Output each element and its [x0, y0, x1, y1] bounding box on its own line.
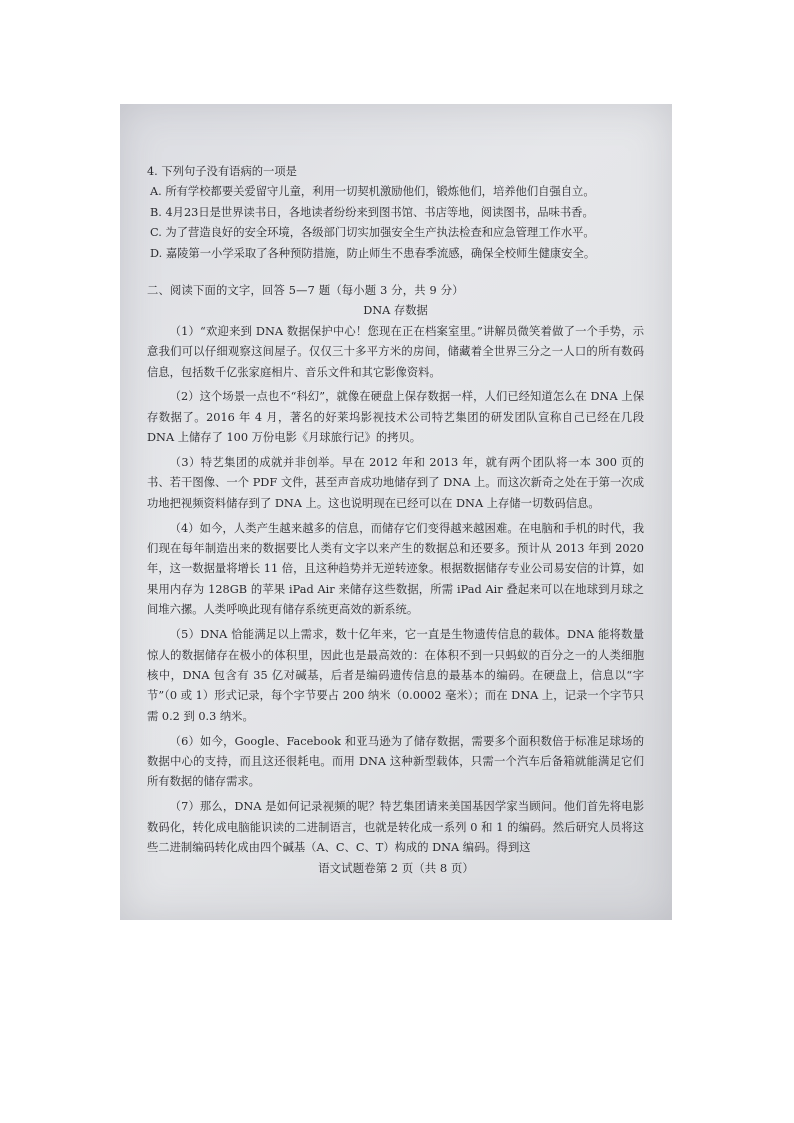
paragraph-2: （2）这个场景一点也不“科幻”，就像在硬盘上保存数据一样，人们已经知道怎么在 DNA 上保存数据了。2016 年 4 月，著名的好莱坞影视技术公司特艺集团的研发团队宣称自己已经在几段 DNA 上储存了 100 万份电影《月球旅行记》的拷贝。 — [147, 390, 644, 445]
question-4-option-d: D. 嘉陵第一小学采取了各种预防措施，防止师生不患春季流感，确保全校师生健康安全。 — [150, 246, 596, 260]
question-4-option-b: B. 4月23日是世界读书日，各地读者纷纷来到图书馆、书店等地，阅读图书，品味书香。 — [150, 205, 594, 219]
page-footer: 语文试题卷第 2 页（共 8 页） — [318, 861, 474, 875]
paragraph-3: （3）特艺集团的成就并非创举。早在 2012 年和 2013 年，就有两个团队将一本 300 页的书、若干图像、一个 PDF 文件，甚至声音成功地储存到了 DNA 上。而这次新奇之处在于第一次成功地把视频资料储存到了 DNA 上。这也说明现在已经可以在 DNA 上存储一切数码信息。 — [147, 456, 644, 510]
question-4-option-c: C. 为了营造良好的安全环境，各级部门切实加强安全生产执法检查和应急管理工作水平。 — [150, 226, 595, 240]
question-4-title: 4. 下列句子没有语病的一项是 — [147, 165, 297, 178]
question-4-option-a: A. 所有学校都要关爱留守儿童，利用一切契机激励他们，锻炼他们，培养他们自强自立。 — [150, 185, 595, 199]
paragraph-1: （1）“欢迎来到 DNA 数据保护中心！您现在正在档案室里。”讲解员微笑着做了一个手势，示意我们可以仔细观察这间屋子。仅仅三十多平方米的房间，储藏着全世界三分之一人口的所有数码信息，包括数千亿张家庭相片、音乐文件和其它影像资料。 — [147, 324, 644, 379]
exam-page-photo — [120, 104, 672, 920]
paragraph-7: （7）那么，DNA 是如何记录视频的呢？特艺集团请来美国基因学家当顾问。他们首先将电影数码化，转化成电脑能识读的二进制语言，也就是转化成一系列 0 和 1 的编码。然后研究人员将这些二进制编码转化成由四个碱基（A、C、C、T）构成的 DNA 编码。得到这 — [147, 800, 644, 854]
article-title: DNA 存数据 — [363, 304, 428, 318]
paragraph-5: （5）DNA 恰能满足以上需求，数十亿年来，它一直是生物遗传信息的载体。DNA 能将数量惊人的数据储存在极小的体积里，因此也是最高效的：在体积不到一只蚂蚁的百分之一的人类细胞核中，DNA 包含有 35 亿对碱基，后者是编码遗传信息的最基本的编码。在硬盘上，信息以“字节”（0 或 1）形式记录，每个字节要占 200 纳米（0.0002 毫米）；而在 DNA 上，记录一个字节只需 0.2 到 0.3 纳米。 — [147, 628, 644, 723]
section-2-title: 二、阅读下面的文字，回答 5—7 题（每小题 3 分，共 9 分） — [147, 284, 464, 298]
paragraph-6: （6）如今，Google、Facebook 和亚马逊为了储存数据，需要多个面积数倍于标准足球场的数据中心的支持，而且这还很耗电。而用 DNA 这种新型载体，只需一个汽车后备箱就能满足它们所有数据的储存需求。 — [147, 734, 644, 789]
paragraph-4: （4）如今，人类产生越来越多的信息，而储存它们变得越来越困难。在电脑和手机的时代，我们现在每年制造出来的数据要比人类有文字以来产生的数据总和还要多。预计从 2013 年到 2020 年，这一数据量将增长 11 倍，且这种趋势并无逆转迹象。根据数据储存专业公司易安信的计算，如果用内存为 128GB 的苹果 iPad Air 来储存这些数据，所需 iPad Air 叠起来可以在地球到月球之间堆六摞。人类呼唤此现有储存系统更高效的新系统。 — [147, 521, 644, 617]
exam-sheet — [147, 162, 644, 858]
